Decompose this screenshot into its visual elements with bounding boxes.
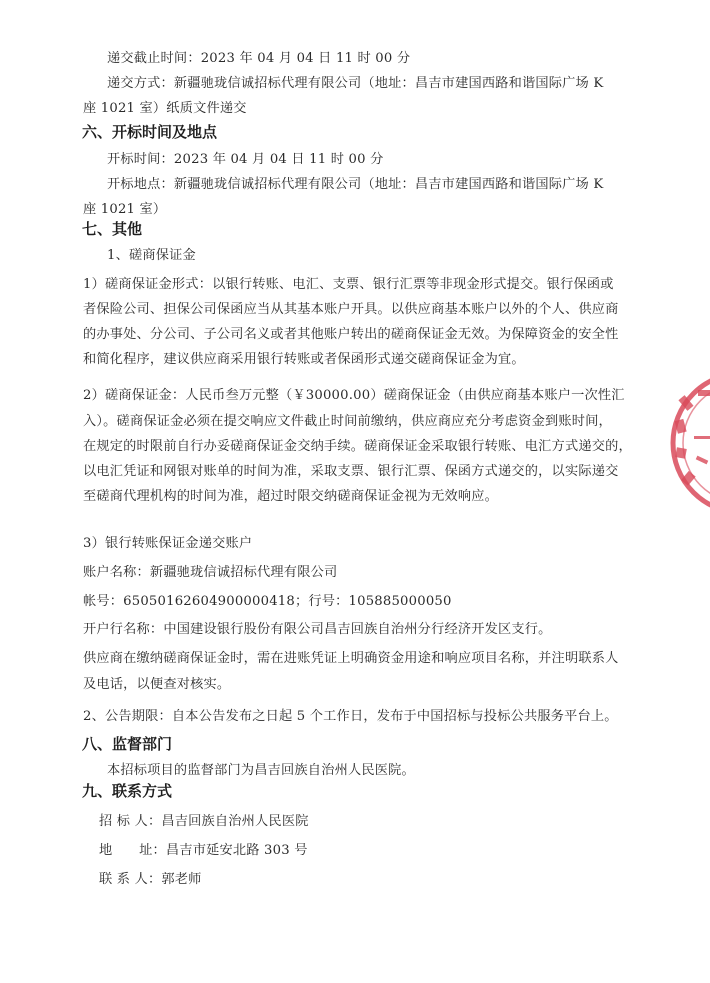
text-line: 者保险公司、担保公司保函应当从其基本账户开具。以供应商基本账户以外的个人、供应商 [83,302,619,317]
text-line: 入）。磋商保证金必须在提交响应文件截止时间前缴纳，供应商应充分考虑资金到账时间， [83,414,612,429]
text-line: 座 1021 室） [83,202,167,217]
text-line: 开标时间：2023 年 04 月 04 日 11 时 00 分 [107,152,384,167]
section-heading: 六、开标时间及地点 [82,123,218,141]
text-line: 递交方式：新疆驰珑信诚招标代理有限公司（地址：昌吉市建国西路和谐国际广场 K [107,76,604,91]
text-line: 座 1021 室）纸质文件递交 [83,101,247,116]
text-line: 供应商在缴纳磋商保证金时，需在进账凭证上明确资金用途和响应项目名称，并注明联系人 [83,651,619,666]
text-line: 账户名称：新疆驰珑信诚招标代理有限公司 [83,565,338,580]
section-heading: 七、其他 [82,220,143,238]
text-line: 开户行名称：中国建设银行股份有限公司昌吉回族自治州分行经济开发区支行。 [83,622,552,637]
contact-line: 地 址：昌吉市延安北路 303 号 [99,843,308,858]
text-line: 及电话，以便查对核实。 [83,677,231,692]
text-line: 开标地点：新疆驰珑信诚招标代理有限公司（地址：昌吉市建国西路和谐国际广场 K [107,177,604,192]
text-line: 2）磋商保证金：人民币叁万元整（￥30000.00）磋商保证金（由供应商基本账户一次性汇 [83,388,625,403]
text-line: 本招标项目的监督部门为昌吉回族自治州人民医院。 [107,763,415,778]
text-line: 至磋商代理机构的时间为准，超过时限交纳磋商保证金视为无效响应。 [83,489,499,504]
contact-line: 招 标 人：昌吉回族自治州人民医院 [99,814,309,829]
text-line: 的办事处、分公司、子公司名义或者其他账户转出的磋商保证金无效。为保障资金的安全性 [83,327,619,342]
text-line: 以电汇凭证和网银对账单的时间为准，采取支票、银行汇票、保函方式递交的，以实际递交 [83,464,619,479]
section-heading: 九、联系方式 [82,782,173,800]
text-line: 1、磋商保证金 [107,248,196,263]
text-line: 3）银行转账保证金递交账户 [83,536,253,551]
text-line: 1）磋商保证金形式：以银行转账、电汇、支票、银行汇票等非现金形式提交。银行保函或 [83,277,614,292]
text-line: 帐号：65050162604900000418；行号：105885000050 [83,594,452,609]
text-line: 2、公告期限：自本公告发布之日起 5 个工作日，发布于中国招标与投标公共服务平台上。 [83,709,618,724]
contact-line: 联 系 人：郭老师 [99,872,202,887]
red-seal-stamp [668,368,710,518]
text-line: 在规定的时限前自行办妥磋商保证金交纳手续。磋商保证金采取银行转账、电汇方式递交的， [83,439,632,454]
text-line: 和简化程序，建议供应商采用银行转账或者保函形式递交磋商保证金为宜。 [83,352,525,367]
section-heading: 八、监督部门 [82,735,173,753]
text-line: 递交截止时间：2023 年 04 月 04 日 11 时 00 分 [107,51,411,66]
